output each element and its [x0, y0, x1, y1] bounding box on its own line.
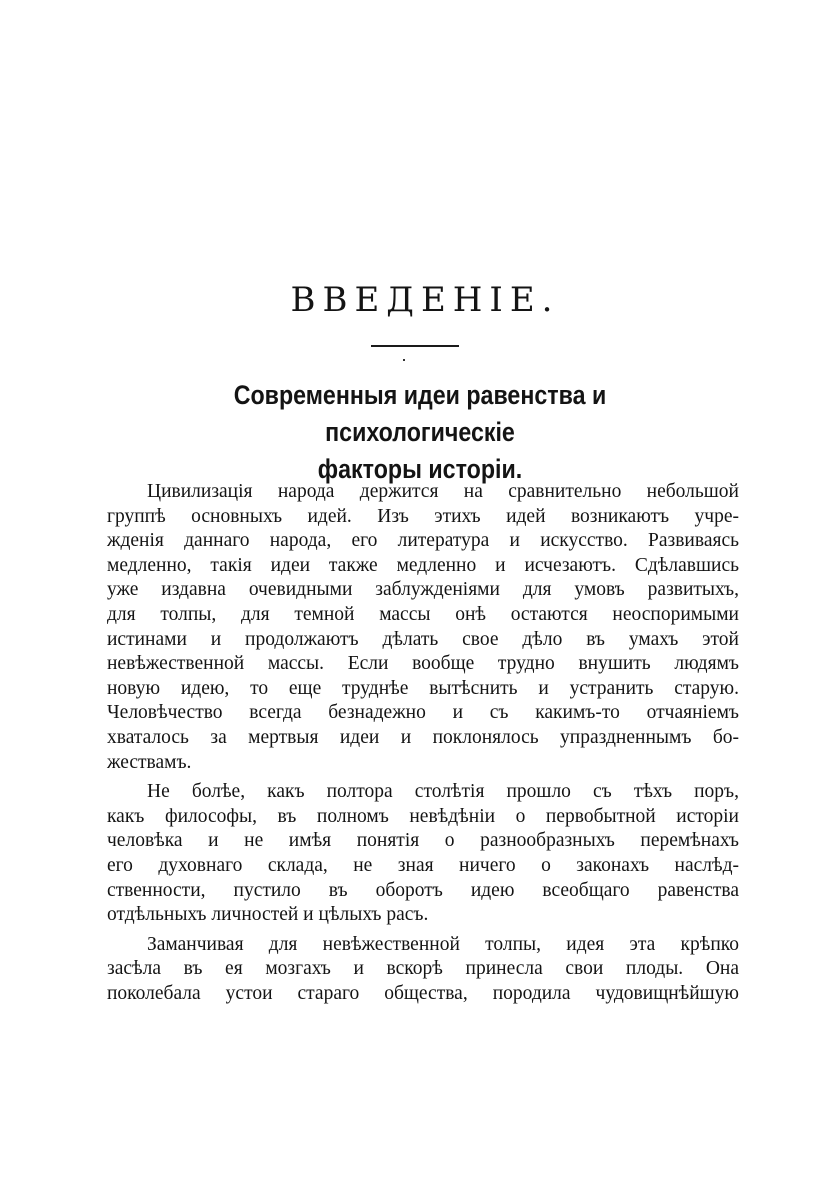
- text-line: уже издавна очевидными заблужденіями для умовъ развитыхъ,: [107, 579, 739, 601]
- rule-dot: [403, 359, 405, 361]
- section-heading-line-2: факторы исторіи.: [317, 454, 523, 484]
- body-text: [107, 480, 739, 1011]
- text-line: ственности, пустило въ оборотъ идею всеобщаго равенства: [107, 879, 739, 901]
- text-line: засѣла въ ея мозгахъ и вскорѣ принесла свои плоды. Она: [107, 958, 739, 980]
- section-heading-line-1: Современныя идеи равенства и психологическіе: [233, 380, 607, 447]
- text-line: группѣ основныхъ идей. Изъ этихъ идей возникаютъ учре-: [107, 505, 739, 527]
- text-line: жденія даннаго народа, его литература и искусство. Развиваясь: [107, 530, 739, 552]
- text-line: медленно, такія идеи также медленно и исчезаютъ. Сдѣлавшись: [107, 554, 739, 576]
- text-line: Цивилизація народа держится на сравнительно небольшой: [147, 481, 739, 502]
- text-line: для толпы, для темной массы онѣ остаются неоспоримыми: [107, 603, 739, 625]
- text-line: жествамъ.: [107, 751, 192, 773]
- paragraph-1: [107, 480, 739, 775]
- text-line: его духовнаго склада, не зная ничего о законахъ наслѣд-: [107, 854, 739, 876]
- section-heading: [145, 377, 695, 488]
- text-line: какъ философы, въ полномъ невѣдѣніи о первобытной исторіи: [107, 805, 739, 827]
- text-line: хваталось за мертвыя идеи и поклонялось упраздненнымъ бо-: [107, 726, 739, 748]
- text-line: Человѣчество всегда безнадежно и съ какимъ-то отчаяніемъ: [107, 702, 739, 724]
- text-line: новую идею, то еще труднѣе вытѣснить и устранить старую.: [107, 677, 739, 699]
- paragraph-3: [107, 933, 739, 1007]
- text-line: невѣжественной массы. Если вообще трудно внушить людямъ: [107, 653, 739, 675]
- title-rule: [371, 345, 459, 347]
- paragraph-2: [107, 780, 739, 928]
- text-line: человѣка и не имѣя понятія о разнообразныхъ перемѣнахъ: [107, 830, 739, 852]
- text-line: истинами и продолжаютъ дѣлать свое дѣло въ умахъ этой: [107, 628, 739, 650]
- text-line: Заманчивая для невѣжественной толпы, идея эта крѣпко: [147, 933, 739, 955]
- text-line: поколебала устои стараго общества, породила чудовищнѣйшую: [107, 982, 739, 1004]
- text-line: отдѣльныхъ личностей и цѣлыхъ расъ.: [107, 904, 429, 926]
- text-line: Не болѣе, какъ полтора столѣтія прошло съ тѣхъ поръ,: [147, 781, 739, 803]
- chapter-title: ВВЕДЕНІЕ.: [290, 280, 560, 320]
